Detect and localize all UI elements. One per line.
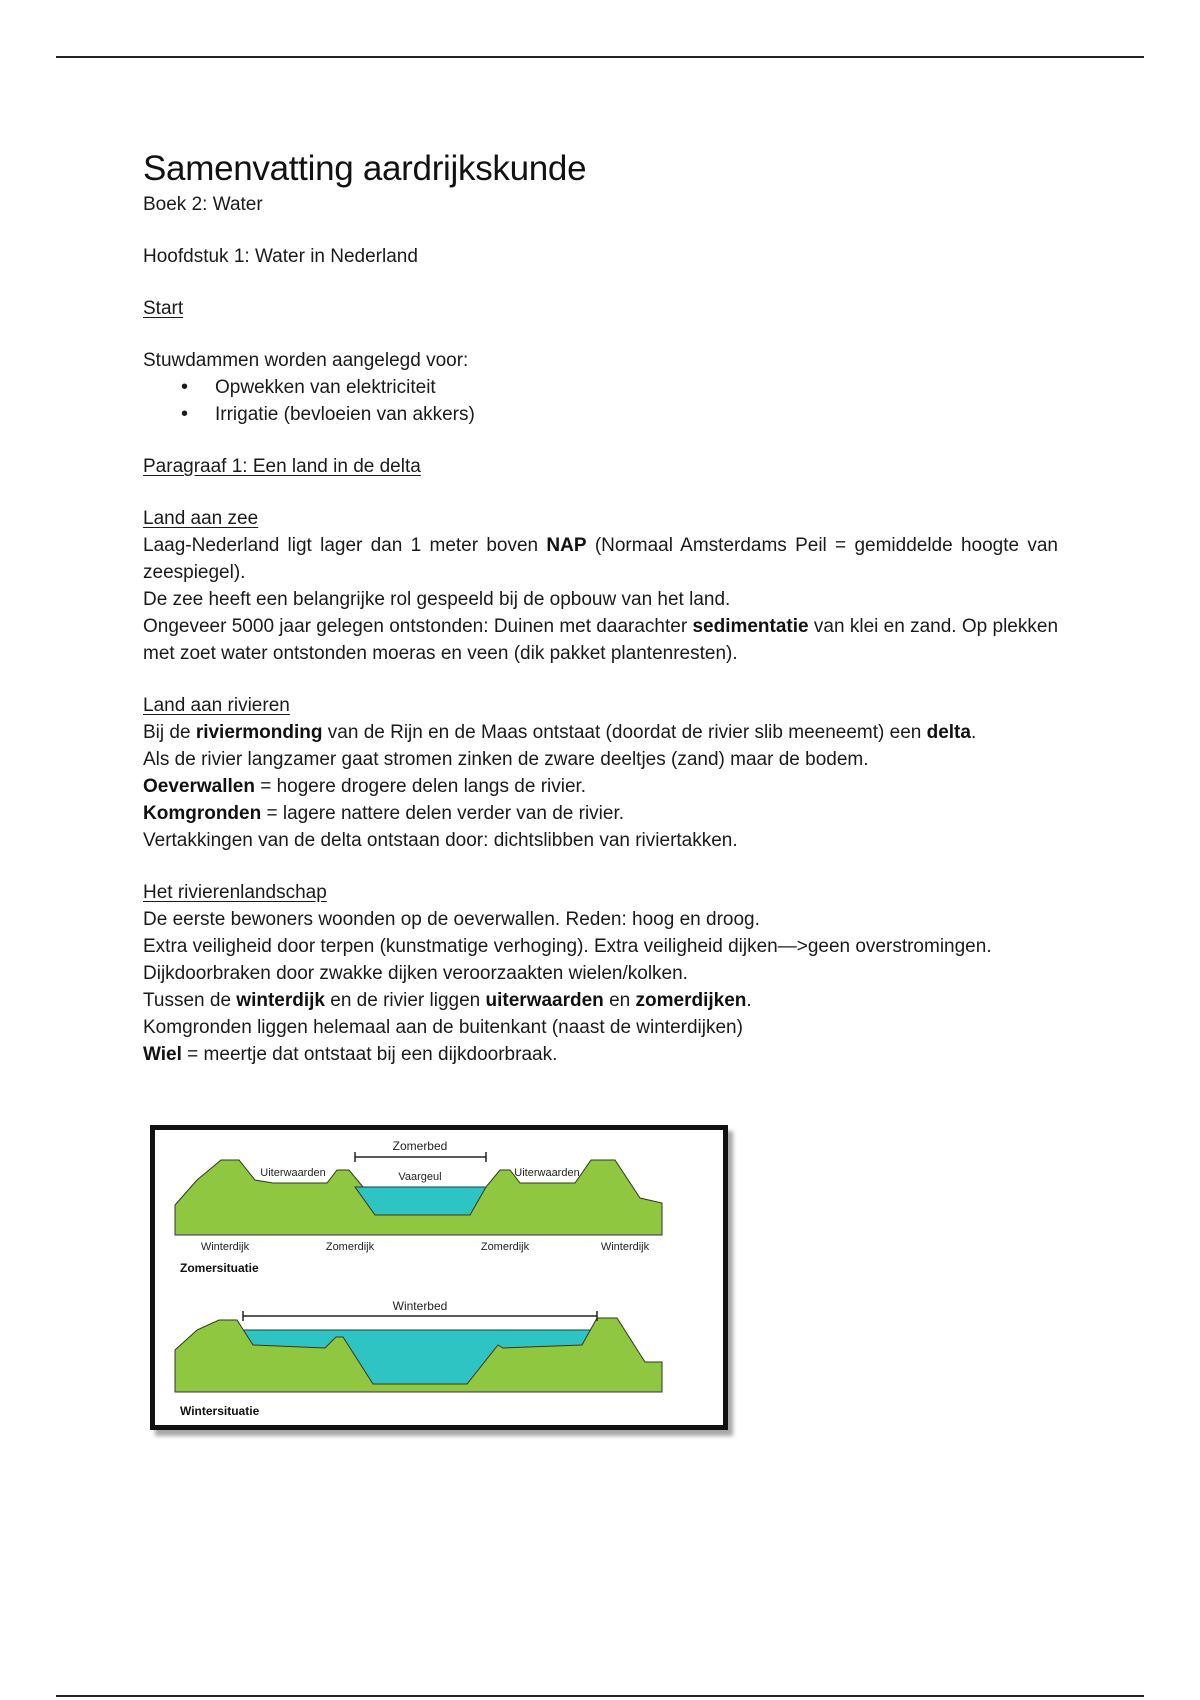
text-dijkdoorbraken: Dijkdoorbraken door zwakke dijken veroorzaakten wielen/kolken. <box>143 963 688 984</box>
text-uiterwaarden: Tussen de winterdijk en de rivier liggen uiterwaarden en zomerdijken. <box>143 990 752 1011</box>
text-nap: Laag-Nederland ligt lager dan 1 meter boven NAP (Normaal Amsterdams Peil = gemiddelde hoogte van zeespiegel). <box>143 535 1058 583</box>
text-terpen: Extra veiligheid door terpen (kunstmatige verhoging). Extra veiligheid dijken—>geen overstromingen. <box>143 936 992 957</box>
document-title: Samenvatting aardrijkskunde <box>143 149 587 188</box>
label-zomersituatie: Zomersituatie <box>180 1261 259 1275</box>
label-zomerdijk-right: Zomerdijk <box>480 1241 530 1253</box>
list-item: • Irrigatie (bevloeien van akkers) <box>143 401 1058 428</box>
text-stromen: Als de rivier langzamer gaat stromen zinken de zware deeltjes (zand) maar de bodem. <box>143 749 869 770</box>
text-komgronden-buitenkant: Komgronden liggen helemaal aan de buitenkant (naast de winterdijken) <box>143 1017 743 1038</box>
subheading-land-aan-zee: Land aan zee <box>143 508 259 529</box>
label-uiterwaarden-left: Uiterwaarden <box>260 1167 326 1179</box>
document-body <box>143 148 1058 1068</box>
section-heading-paragraaf-1: Paragraaf 1: Een land in de delta <box>143 456 421 477</box>
summer-water <box>355 1187 486 1215</box>
text-komgronden: Komgronden = lagere nattere delen verder van de rivier. <box>143 803 625 824</box>
start-intro: Stuwdammen worden aangelegd voor: <box>143 350 469 371</box>
text-sedimentatie: Ongeveer 5000 jaar gelegen ontstonden: Duinen met daarachter sedimentatie van klei en zand. Op plekken met zoet water ontstonden moeras en veen (dik pakket plantenresten). <box>143 616 1059 664</box>
chapter-heading: Hoofdstuk 1: Water in Nederland <box>143 246 418 267</box>
winter-situation <box>175 1299 662 1418</box>
summer-situation <box>175 1139 662 1275</box>
text-vertakkingen: Vertakkingen van de delta ontstaan door: dichtslibben van riviertakken. <box>143 830 738 851</box>
river-cross-section-diagram <box>155 1130 723 1425</box>
list-item: • Opwekken van elektriciteit <box>143 374 1058 401</box>
document-subtitle: Boek 2: Water <box>143 194 263 215</box>
text-bewoners: De eerste bewoners woonden op de oeverwallen. Reden: hoog en droog. <box>143 909 760 930</box>
top-rule <box>56 56 1144 58</box>
river-cross-section-figure <box>150 1125 728 1430</box>
label-winterbed: Winterbed <box>392 1299 448 1313</box>
text-zee-rol: De zee heeft een belangrijke rol gespeeld bij de opbouw van het land. <box>143 589 731 610</box>
label-uiterwaarden-right: Uiterwaarden <box>514 1167 580 1179</box>
section-heading-start: Start <box>143 298 184 319</box>
label-zomerdijk-left: Zomerdijk <box>325 1241 375 1253</box>
label-zomerbed: Zomerbed <box>392 1139 448 1153</box>
text-oeverwallen: Oeverwallen = hogere drogere delen langs de rivier. <box>143 776 587 797</box>
label-winterdijk-right: Winterdijk <box>600 1241 650 1253</box>
text-riviermonding: Bij de riviermonding van de Rijn en de Maas ontstaat (doordat de rivier slib meeneemt) een delta. <box>143 722 977 743</box>
label-vaargeul: Vaargeul <box>398 1171 442 1183</box>
subheading-land-aan-rivieren: Land aan rivieren <box>143 695 290 716</box>
label-winterdijk-left: Winterdijk <box>200 1241 250 1253</box>
subheading-rivierenlandschap: Het rivierenlandschap <box>143 882 327 903</box>
start-bullet-list <box>143 374 1058 428</box>
text-wiel: Wiel = meertje dat ontstaat bij een dijkdoorbraak. <box>143 1044 558 1065</box>
label-wintersituatie: Wintersituatie <box>180 1404 260 1418</box>
bottom-rule <box>56 1695 1144 1697</box>
